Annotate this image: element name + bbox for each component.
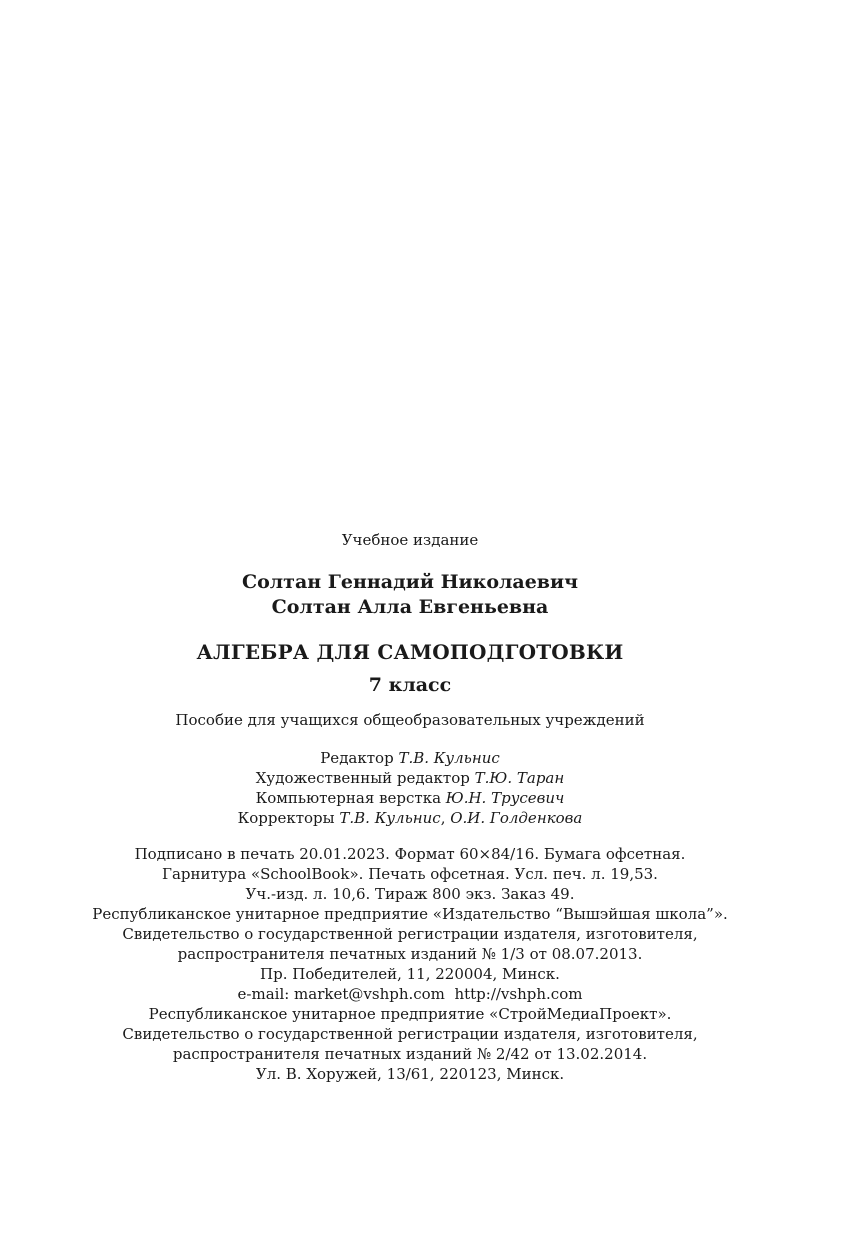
- staff-person: Т.Ю. Таран: [474, 769, 565, 787]
- publisher-line: Республиканское унитарное предприятие «Издательство “Вышэйшая школа”».: [92, 905, 728, 923]
- publisher-line: Пр. Победителей, 11, 220004, Минск.: [260, 965, 560, 983]
- print-info-line: Гарнитура «SchoolBook». Печать офсетная. Усл. печ. л. 19,53.: [162, 865, 658, 883]
- staff-role: Художественный редактор: [255, 769, 470, 787]
- authors: [0, 570, 820, 620]
- staff-role: Компьютерная верстка: [255, 789, 442, 807]
- staff-person: Ю.Н. Трусевич: [445, 789, 565, 807]
- printer-line: Свидетельство о государственной регистрации издателя, изготовителя,: [122, 1025, 698, 1043]
- publisher-info: [0, 904, 820, 1004]
- staff-person: Т.В. Кульнис: [339, 809, 441, 827]
- printer-line: Республиканское унитарное предприятие «СтройМедиаПроект».: [148, 1005, 672, 1023]
- staff-person: Т.В. Кульнис: [398, 749, 500, 767]
- author-name: Солтан Геннадий Николаевич: [241, 571, 579, 593]
- staff-line: [0, 788, 820, 808]
- staff-person: О.И. Голденкова: [450, 809, 583, 827]
- publisher-line: Свидетельство о государственной регистрации издателя, изготовителя,: [122, 925, 698, 943]
- print-info-line: Уч.-изд. л. 10,6. Тираж 800 экз. Заказ 49.: [245, 885, 575, 903]
- printer-line: Ул. В. Хоружей, 13/61, 220123, Минск.: [255, 1065, 565, 1083]
- printer-line: распространителя печатных изданий № 2/42 от 13.02.2014.: [172, 1045, 648, 1063]
- staff-line: [0, 808, 820, 828]
- publisher-contacts: e-mail: market@vshph.com http://vshph.com: [237, 985, 583, 1003]
- staff-separator: ,: [440, 809, 451, 827]
- print-info: [0, 844, 820, 904]
- book-title: АЛГЕБРА ДЛЯ САМОПОДГОТОВКИ: [196, 640, 624, 664]
- print-info-line: Подписано в печать 20.01.2023. Формат 60×84/16. Бумага офсетная.: [134, 845, 686, 863]
- edition-type: Учебное издание: [341, 531, 479, 549]
- staff-credits: [0, 748, 820, 828]
- staff-role: Корректоры: [237, 809, 335, 827]
- staff-line: [0, 768, 820, 788]
- book-purpose: Пособие для учащихся общеобразовательных учреждений: [175, 711, 645, 729]
- grade: 7 класс: [368, 674, 452, 696]
- author-name: Солтан Алла Евгеньевна: [271, 596, 549, 618]
- printer-info: [0, 1004, 820, 1084]
- staff-line: [0, 748, 820, 768]
- publisher-line: распространителя печатных изданий № 1/3 от 08.07.2013.: [177, 945, 643, 963]
- staff-role: Редактор: [320, 749, 394, 767]
- imprint-block: [0, 530, 820, 1084]
